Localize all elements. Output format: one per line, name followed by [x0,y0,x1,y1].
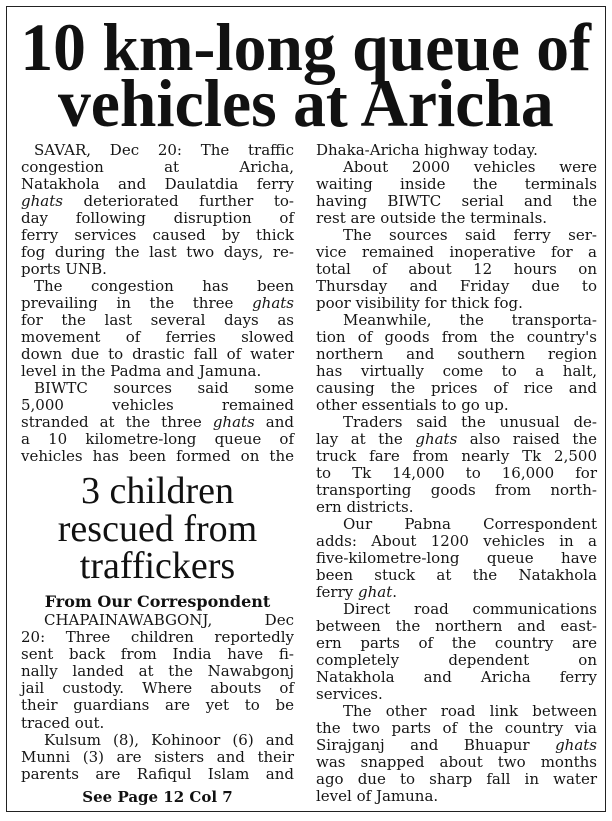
main-story-line: poor visibility for thick fog. [316,294,523,312]
main-story-line: to Tk 14,000 to 16,000 for [316,464,597,482]
text-run: ferry [316,583,359,601]
main-story-line [316,737,597,754]
second-headline [21,470,294,587]
italic-text-run: ghats [21,192,63,210]
main-story-line: BIWTC sources said some [34,379,294,397]
text-run: stranded at the three [21,413,213,431]
main-story-line: Natakhola and Aricha ferry [316,668,597,686]
main-story-line [21,193,294,210]
main-story-line: between the northern and east- [316,617,597,635]
main-story-line: congestion at Aricha, [21,158,294,176]
main-story-line: level of Jamuna. [316,787,439,805]
text-run: also raised the [457,430,597,448]
main-story-line: five-kilometre-long queue have [316,549,597,567]
text-run: prevailing in the three [21,294,253,312]
second-story-line: nally landed at the Nawabgonj [21,662,294,681]
main-story-line: rest are outside the terminals. [316,209,548,227]
main-story-left-column [21,142,294,465]
main-story-line: vehicles has been formed on the [21,447,294,465]
main-story-line: a 10 kilometre-long queue of [21,430,294,448]
main-story-line: been stuck at the Natakhola [316,566,597,584]
second-story-line: 20: Three children reportedly [21,627,294,646]
text-run: Sirajganj and Bhuapur [316,736,556,754]
second-story-line: Munni (3) are sisters and their [21,748,294,766]
main-story-line: waiting inside the terminals [316,175,597,193]
continuation-note: See Page 12 Col 7 [82,788,233,806]
main-story-line: 5,000 vehicles remained [21,396,294,414]
main-story-line: ago due to sharp fall in water [316,770,597,788]
main-story-line: Traders said the unusual de- [343,413,597,431]
main-story-line: Thursday and Friday due to [316,277,597,295]
second-story-line: CHAPAINAWABGONJ, Dec [44,610,294,629]
main-headline-text: 10 km-long queue of [20,9,592,85]
second-story-line: sent back from India have fi- [21,644,294,663]
main-story-line: was snapped about two months [316,753,597,771]
main-story-line [21,414,294,431]
main-story-line: Meanwhile, the transporta- [343,311,597,329]
second-story-line: traced out. [21,713,105,732]
italic-text-run: ghats [212,413,255,431]
text-run: and [254,413,294,431]
main-story-line: services. [316,685,383,703]
main-story-line: Our Pabna Correspondent [343,515,597,533]
main-story-line: ern parts of the country are [316,634,597,652]
second-story-line: their guardians are yet to be [21,696,294,715]
italic-text-run: ghats [555,736,597,754]
main-story-line: The sources said ferry ser- [343,226,597,244]
main-story-line: ferry services caused by thick [21,226,294,244]
main-story-line: The congestion has been [34,277,294,295]
main-story-line: having BIWTC serial and the [316,192,597,210]
second-headline-line: traffickers [79,545,236,587]
main-story-line [316,584,597,601]
main-story-line: Dhaka-Aricha highway today. [316,141,538,159]
main-story-line: day following disruption of [21,209,294,227]
main-story-line: Direct road communications [343,600,597,618]
second-story-line: parents are Rafiqul Islam and [21,765,294,784]
main-headline-text: vehicles at Aricha [58,65,554,141]
main-story-line: completely dependent on [316,651,597,669]
italic-text-run: ghats [252,294,294,312]
main-story-line: causing the prices of rice and [316,379,597,397]
second-story-line: jail custody. Where abouts of [21,679,294,698]
main-story-line: fog during the last two days, re- [21,243,294,261]
main-story-line: SAVAR, Dec 20: The traffic [34,141,294,159]
text-run: . [392,583,398,601]
main-story-line: transporting goods from north- [316,481,597,499]
main-story-line [21,295,294,312]
main-headline [6,9,606,141]
main-story-line: vice remained inoperative for a [316,243,597,261]
main-headline-line [6,65,606,141]
main-story-line: down due to drastic fall of water [21,345,294,363]
main-story-line: other essentials to go up. [316,396,509,414]
main-story-right-column [316,142,597,805]
italic-text-run: ghat [358,583,393,601]
main-story-line: Natakhola and Daulatdia ferry [21,175,294,193]
second-story-line: Kulsum (8), Kohinoor (6) and [44,730,294,749]
italic-text-run: ghats [415,430,458,448]
main-story-line: northern and southern region [316,345,597,363]
main-story-line [316,431,597,448]
text-run: lay at the [316,430,416,448]
main-story-line: ports UNB. [21,260,107,278]
second-headline-line: rescued from [57,507,258,550]
main-story-line: The other road link between [343,702,597,720]
second-story-body [21,612,294,784]
main-story-line: has virtually come to a halt, [316,362,597,380]
main-story-line: movement of ferries slowed [21,328,294,346]
main-story-line: total of about 12 hours on [316,260,597,278]
second-story-byline: From Our Correspondent [44,591,271,611]
main-story-line: tion of goods from the country's [316,328,597,346]
main-story-line: truck fare from nearly Tk 2,500 [316,447,597,465]
second-headline-line: 3 children [80,470,234,512]
main-story-line: About 2000 vehicles were [343,158,597,176]
main-story-line: ern districts. [316,498,414,516]
main-story-line: for the last several days as [21,311,294,329]
main-story-line: level in the Padma and Jamuna. [21,362,262,380]
text-run: deteriorated further to- [62,192,294,210]
main-story-line: adds: About 1200 vehicles in a [316,532,597,550]
main-story-line: the two parts of the country via [316,719,597,737]
